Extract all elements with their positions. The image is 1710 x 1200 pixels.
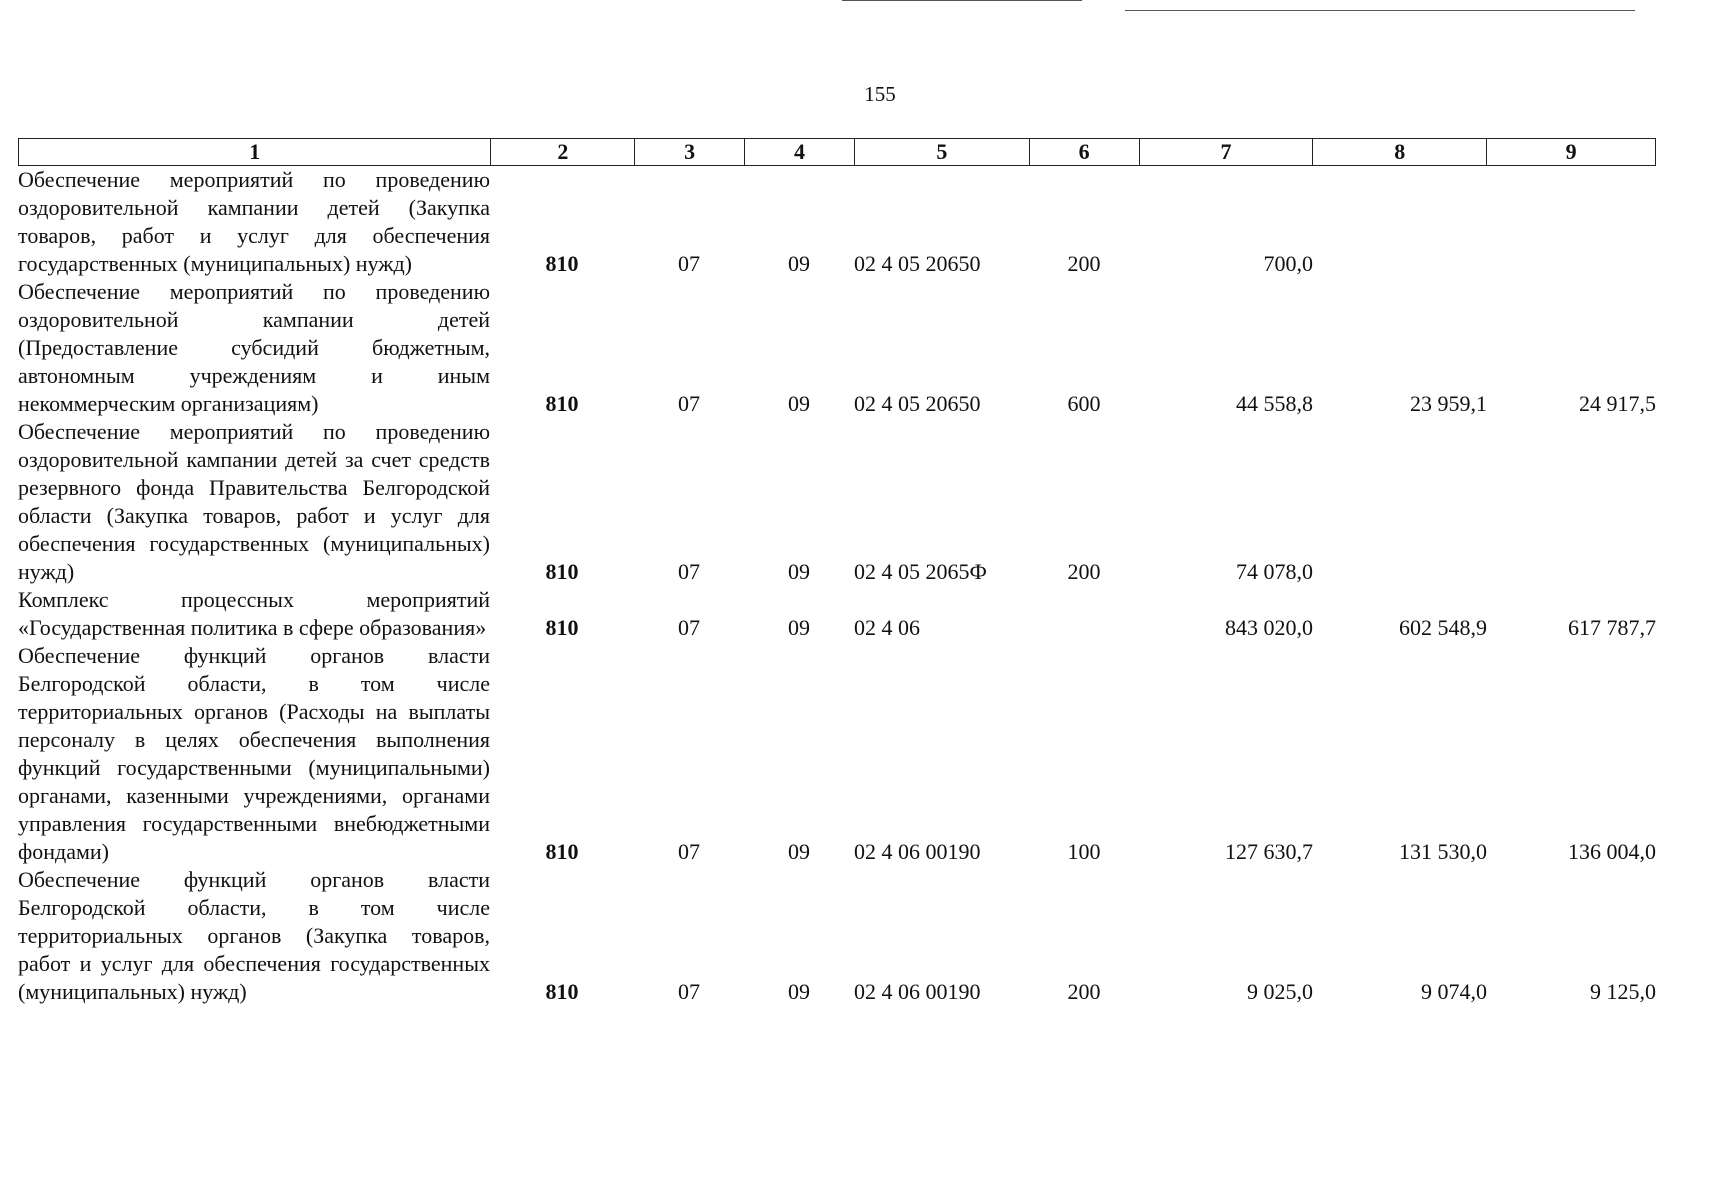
- row-rz: 07: [678, 979, 700, 1004]
- row-csr: 02 4 05 20650: [854, 251, 981, 276]
- row-csr: 02 4 05 2065Ф: [854, 559, 987, 584]
- row-pr: 09: [788, 839, 810, 864]
- row-description: Обеспечение функций органов власти Белгородской области, в том числе территориальных органов (Закупка товаров, работ и услуг для обеспечения государственных (муниципальных) нужд): [18, 867, 490, 1004]
- row-description: Обеспечение функций органов власти Белгородской области, в том числе территориальных органов (Расходы на выплаты персоналу в целях обеспечения выполнения функций государственными (муниципальными) органами, казенными учреждениями, органами управления государственными внебюджетными фондами): [18, 643, 490, 864]
- row-rz: 07: [678, 839, 700, 864]
- header-col-2: 2: [490, 139, 634, 165]
- row-rz: 07: [678, 251, 700, 276]
- row-csr: 02 4 06: [854, 615, 920, 640]
- row-sum-3: 9 125,0: [1590, 979, 1656, 1004]
- row-csr: 02 4 06 00190: [854, 839, 981, 864]
- row-sum-2: 131 530,0: [1399, 839, 1487, 864]
- row-ved: 810: [545, 839, 579, 864]
- row-sum-1: 700,0: [1263, 251, 1313, 276]
- row-sum-2: 9 074,0: [1421, 979, 1487, 1004]
- budget-table: [18, 166, 1656, 1006]
- row-sum-3: 136 004,0: [1568, 839, 1656, 864]
- row-sum-3: [1487, 166, 1656, 278]
- row-vr: 200: [1067, 251, 1101, 276]
- row-pr: 09: [788, 391, 810, 416]
- row-vr: [1029, 586, 1139, 642]
- header-col-9: 9: [1486, 139, 1655, 165]
- table-row: [18, 866, 1656, 1006]
- row-sum-3: 617 787,7: [1568, 615, 1656, 640]
- row-vr: 200: [1067, 979, 1101, 1004]
- page-number: 155: [864, 82, 896, 106]
- row-sum-2: [1313, 166, 1487, 278]
- row-vr: 600: [1067, 391, 1101, 416]
- scan-artifact-line-2: [1125, 10, 1635, 11]
- table-row: [18, 586, 1656, 642]
- table-row: [18, 278, 1656, 418]
- row-rz: 07: [678, 615, 700, 640]
- scan-artifact-line-1: [842, 0, 1082, 1]
- row-pr: 09: [788, 615, 810, 640]
- row-ved: 810: [545, 615, 579, 640]
- row-sum-2: [1313, 418, 1487, 586]
- row-vr: 200: [1067, 559, 1101, 584]
- table-header-row: [18, 138, 1656, 166]
- row-sum-2: 602 548,9: [1399, 615, 1487, 640]
- table-row: [18, 166, 1656, 278]
- row-ved: 810: [545, 251, 579, 276]
- table-row: [18, 642, 1656, 866]
- row-sum-1: 843 020,0: [1225, 615, 1313, 640]
- row-rz: 07: [678, 391, 700, 416]
- row-sum-1: 127 630,7: [1225, 839, 1313, 864]
- row-ved: 810: [545, 391, 579, 416]
- row-sum-1: 9 025,0: [1247, 979, 1313, 1004]
- row-ved: 810: [545, 559, 579, 584]
- row-pr: 09: [788, 979, 810, 1004]
- row-ved: 810: [545, 979, 579, 1004]
- header-col-5: 5: [854, 139, 1029, 165]
- row-rz: 07: [678, 559, 700, 584]
- row-description: Обеспечение мероприятий по проведению оздоровительной кампании детей (Закупка товаров, работ и услуг для обеспечения государственных (муниципальных) нужд): [18, 167, 490, 276]
- row-description: Обеспечение мероприятий по проведению оздоровительной кампании детей за счет средств резервного фонда Правительства Белгородской области (Закупка товаров, работ и услуг для обеспечения государственных (муниципальных) нужд): [18, 419, 490, 584]
- header-col-1: 1: [249, 139, 261, 164]
- header-col-4: 4: [744, 139, 854, 165]
- header-col-3: 3: [634, 139, 744, 165]
- header-col-7: 7: [1139, 139, 1313, 165]
- row-sum-1: 74 078,0: [1236, 559, 1313, 584]
- row-description: Комплекс процессных мероприятий «Государственная политика в сфере образования»: [18, 587, 490, 640]
- table-row: [18, 418, 1656, 586]
- row-csr: 02 4 06 00190: [854, 979, 981, 1004]
- row-sum-3: [1487, 418, 1656, 586]
- row-vr: 100: [1067, 839, 1101, 864]
- row-sum-1: 44 558,8: [1236, 391, 1313, 416]
- row-csr: 02 4 05 20650: [854, 391, 981, 416]
- row-description: Обеспечение мероприятий по проведению оздоровительной кампании детей (Предоставление субсидий бюджетным, автономным учреждениям и иным некоммерческим организациям): [18, 279, 490, 416]
- row-pr: 09: [788, 251, 810, 276]
- header-col-6: 6: [1029, 139, 1139, 165]
- header-col-8: 8: [1312, 139, 1486, 165]
- row-sum-3: 24 917,5: [1579, 391, 1656, 416]
- row-pr: 09: [788, 559, 810, 584]
- row-sum-2: 23 959,1: [1410, 391, 1487, 416]
